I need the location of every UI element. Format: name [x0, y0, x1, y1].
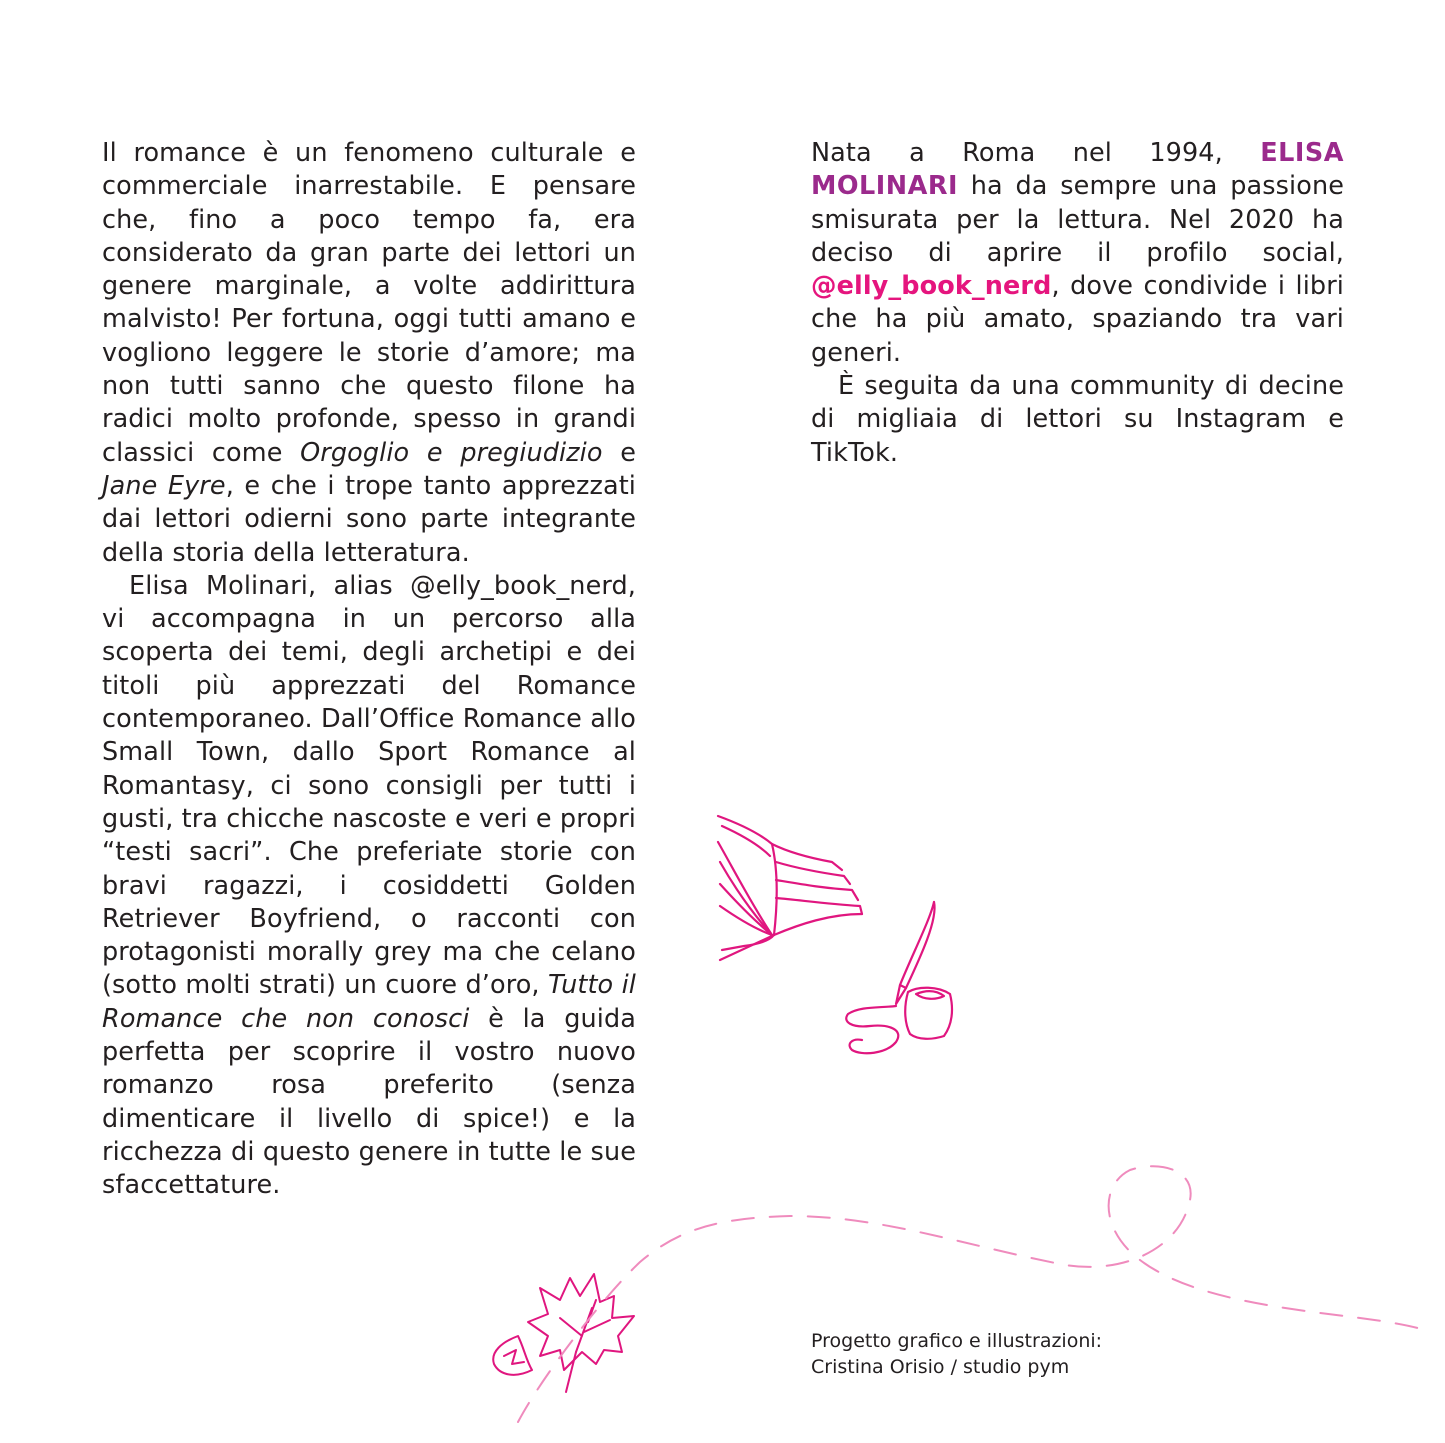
synopsis-text: Il romance è un fenomeno culturale e commerciale inarrestabile. E pensare che, fino a poco tempo fa, era considerato da gran parte dei lettori un genere marginale, a volte addirittura malvisto! Per fortuna, oggi tutti amano e vogliono leggere le storie d’amore; ma non tutti sanno che questo filone ha radici molto profonde, spesso in grandi classici come — [102, 138, 636, 468]
synopsis-text: è la guida perfetta per scoprire il vostro nuovo romanzo rosa preferito (senza dimenticare il livello di spice!) e la ricchezza di questo genere in tutte le sue sfaccettature. — [102, 1003, 636, 1201]
book-title-jane-eyre: Jane Eyre — [102, 470, 226, 501]
synopsis-column — [102, 137, 636, 1203]
bio-text: ha da sempre una passione smisurata per la lettura. Nel 2020 ha deciso di aprire il profilo social, — [811, 171, 1344, 268]
book-title-tutto-il-romance: Tutto il Romance che non conosci — [102, 970, 636, 1034]
credits-line-1: Progetto grafico e illustrazioni: — [811, 1330, 1103, 1352]
bio-paragraph-2: È seguita da una community di decine di migliaia di lettori su Instagram e TikTok. — [811, 371, 1344, 468]
dashed-trail — [518, 1166, 1430, 1422]
bio-paragraph-1 — [811, 137, 1344, 370]
credits — [811, 1328, 1102, 1380]
open-book-icon — [718, 816, 862, 960]
synopsis-text: Elisa Molinari, alias @elly_book_nerd, vi accompagna in un percorso alla scoperta dei temi, degli archetipi e dei titoli più apprezzati del Romance contemporaneo. Dall’Office Romance allo Small Town, dallo Sport Romance al Romantasy, ci sono consigli per tutti i gusti, tra chicche nascoste e veri e propri “testi sacri”. Che preferiate storie con bravi ragazzi, i cosiddetti Golden Retriever Boyfriend, o racconti con protagonisti morally grey ma che celano (sotto molti strati) un cuore d’oro, — [102, 570, 636, 1001]
synopsis-paragraph-2 — [102, 570, 636, 1203]
bio-text: Nata a Roma nel 1994, — [811, 138, 1261, 168]
author-bio-column — [811, 137, 1344, 470]
synopsis-text: , e che i trope tanto apprezzati dai lettori odierni sono parte integrante della storia della letteratura. — [102, 470, 636, 568]
quill-inkwell-icon — [846, 902, 952, 1053]
synopsis-text: e — [602, 437, 636, 468]
synopsis-paragraph-1 — [102, 137, 636, 570]
maple-leaf-icon — [493, 1274, 634, 1392]
social-handle: @elly_book_nerd — [811, 271, 1052, 302]
credits-line-2: Cristina Orisio / studio pym — [811, 1356, 1070, 1378]
bio-text: , dove condivide i libri che ha più amato, spaziando tra vari generi. — [811, 271, 1344, 368]
book-title-pride-prejudice: Orgoglio e pregiudizio — [300, 437, 603, 468]
author-name: ELISA MOLINARI — [811, 138, 1344, 202]
